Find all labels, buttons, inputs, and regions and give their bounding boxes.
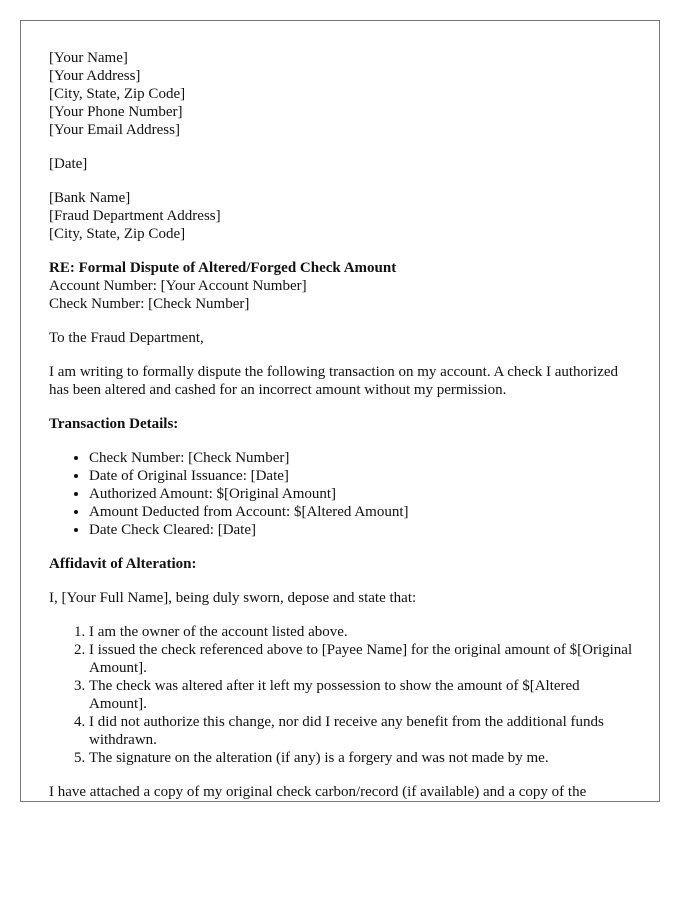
list-item: • Date Check Cleared: [Date] [89,521,639,539]
list-item: • Date of Original Issuance: [Date] [89,467,639,485]
transaction-details-list [49,449,639,539]
list-item: • Check Number: [Check Number] [89,449,639,467]
intro-paragraph: I am writing to formally dispute the following transaction on my account. A check I authorized has been altered and cashed for an incorrect amount without my permission. [49,364,619,398]
closing-paragraph: I have attached a copy of my original check carbon/record (if available) and a copy of the [49,784,587,800]
sender-phone: [Your Phone Number] [49,104,183,120]
list-item: 5. The signature on the alteration (if any) is a forgery and was not made by me. [89,749,639,767]
subject-account-number: Account Number: [Your Account Number] [49,278,307,294]
recipient-block [49,189,639,243]
list-item: • Amount Deducted from Account: $[Altered Amount] [89,503,639,521]
recipient-department-address: [Fraud Department Address] [49,208,221,224]
sender-address: [Your Address] [49,68,141,84]
list-item: • Authorized Amount: $[Original Amount] [89,485,639,503]
affidavit-intro: I, [Your Full Name], being duly sworn, depose and state that: [49,590,417,606]
subject-check-number: Check Number: [Check Number] [49,296,250,312]
date-block [49,155,639,173]
transaction-details-heading: Transaction Details: [49,416,179,432]
subject-re-line: RE: Formal Dispute of Altered/Forged Check Amount [49,260,397,276]
letter-content [49,49,639,802]
list-item: 3. The check was altered after it left my possession to show the amount of $[Altered Amount]. [89,677,639,713]
list-item: 1. I am the owner of the account listed above. [89,623,639,641]
letter-page [20,20,660,802]
letter-date: [Date] [49,156,88,172]
sender-name: [Your Name] [49,50,128,66]
sender-block [49,49,639,139]
sender-city-state-zip: [City, State, Zip Code] [49,86,186,102]
salutation: To the Fraud Department, [49,330,204,346]
sender-email: [Your Email Address] [49,122,180,138]
affidavit-heading: Affidavit of Alteration: [49,556,197,572]
subject-block [49,259,639,313]
affidavit-list [49,623,639,767]
recipient-bank-name: [Bank Name] [49,190,131,206]
list-item: 2. I issued the check referenced above to [Payee Name] for the original amount of $[Original Amount]. [89,641,639,677]
list-item: 4. I did not authorize this change, nor did I receive any benefit from the additional funds withdrawn. [89,713,639,749]
recipient-city-state-zip: [City, State, Zip Code] [49,226,186,242]
